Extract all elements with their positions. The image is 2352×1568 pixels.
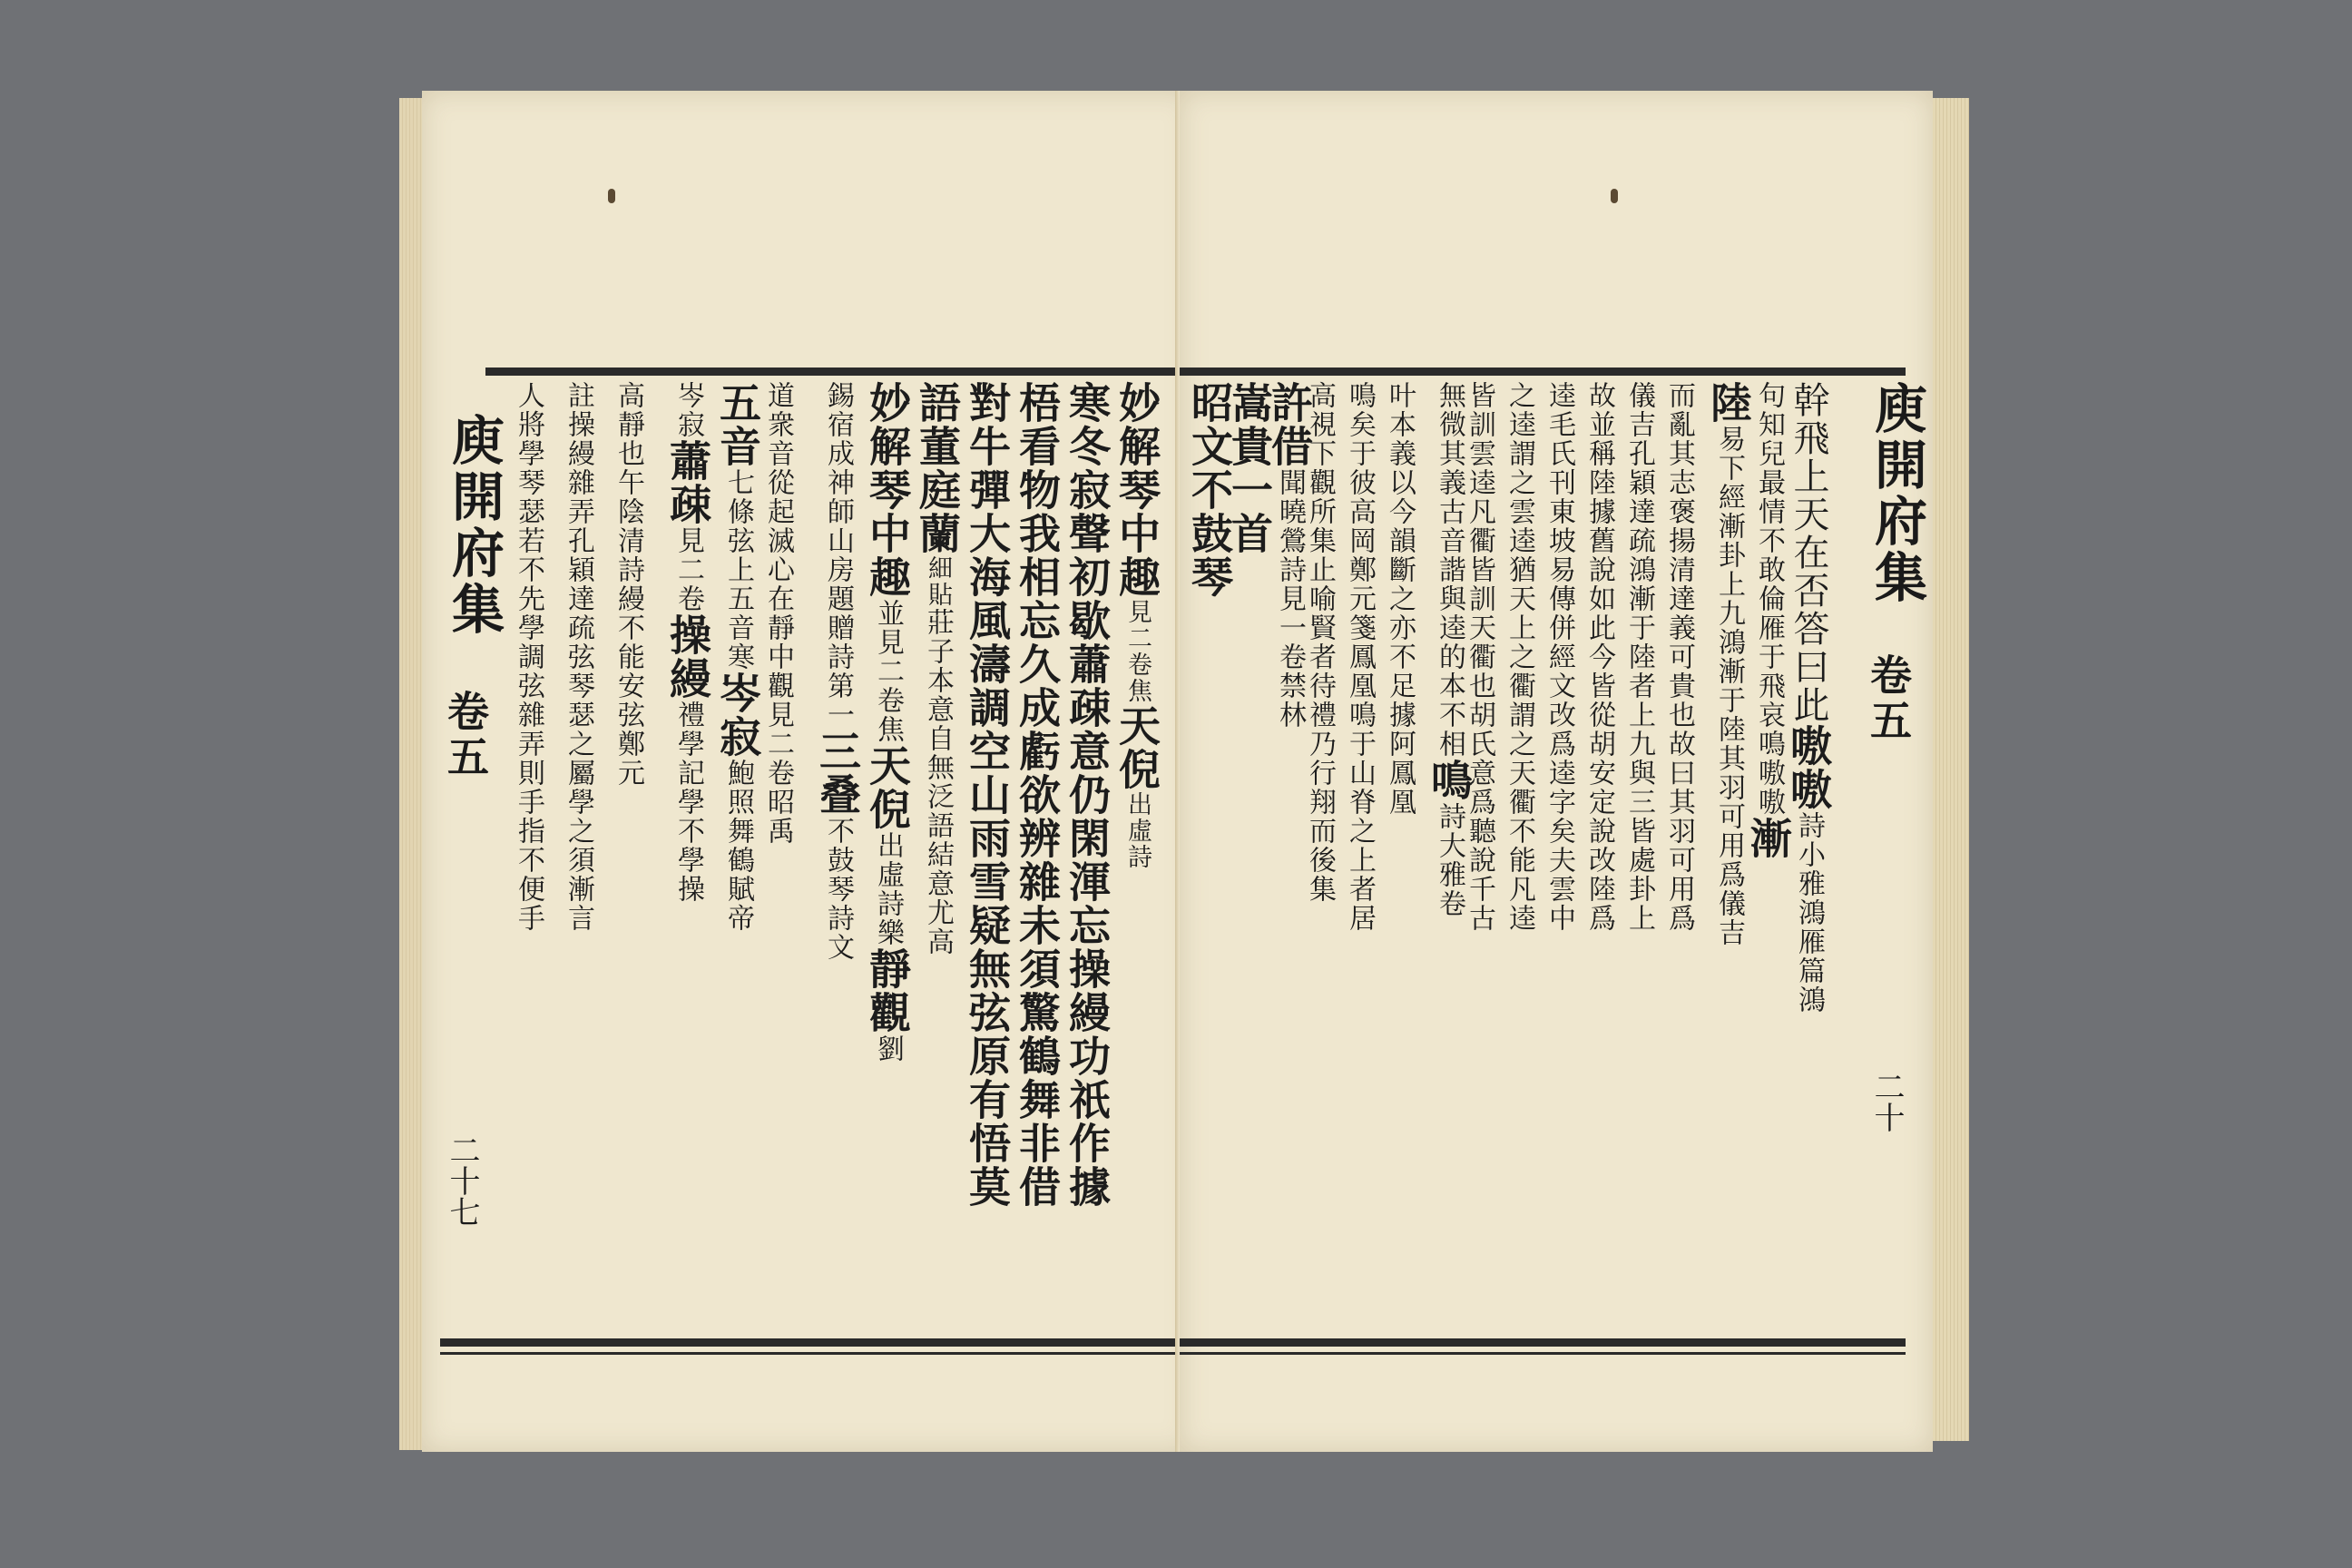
text-run: 原有悟 — [963, 1034, 1012, 1165]
text-run: 鳴 — [1425, 759, 1474, 802]
text-run: 靜觀 — [863, 947, 912, 1034]
text-run: 琴瑟之屬學之須漸言 — [563, 671, 594, 933]
text-run: 許借 — [1265, 381, 1314, 468]
text-run: 樂 — [872, 918, 904, 947]
text-column — [1339, 381, 1379, 1325]
text-column — [1619, 381, 1659, 1325]
text-run: 三叠 — [813, 730, 862, 817]
right-header-title: 庾開府集 — [1866, 381, 1927, 606]
text-run: 梧看物我 — [1013, 381, 1062, 555]
text-run: 昭文不鼓琴 — [1185, 381, 1234, 599]
text-run: 五音 — [713, 381, 762, 468]
text-run: 岑寂 — [713, 671, 762, 759]
text-run: 風濤調空山 — [963, 599, 1012, 817]
text-run: 見二卷 — [762, 701, 794, 788]
text-run: 而亂其志褒揚清達義可貴也故曰其羽可用爲 — [1663, 381, 1695, 933]
text-run: 嵩貴一首 — [1225, 381, 1274, 555]
text-run: 莫 — [963, 1165, 1012, 1209]
text-run: 蕭疎 — [663, 439, 712, 526]
text-run: 寒冬寂聲初歇 — [1063, 381, 1112, 642]
text-column — [558, 381, 598, 1325]
text-run: 叶本義以今韻斷之亦不足據 — [1384, 381, 1416, 730]
text-run: 道衆音從起滅心在靜中觀 — [762, 381, 794, 701]
text-run: 操縵 — [663, 613, 712, 701]
text-run: 儀吉孔穎達疏鴻漸于陸者上九與三皆處卦上 — [1623, 381, 1655, 933]
text-column — [1499, 381, 1539, 1325]
text-run: 孔穎達疏 — [563, 526, 594, 642]
right-frame-bottom-inner — [1180, 1352, 1906, 1355]
text-run: 見二卷 — [1123, 599, 1152, 678]
text-run: 午陰清詩 — [612, 468, 644, 584]
text-run: 雨雪 — [963, 817, 1012, 904]
text-run: 疑無弦 — [963, 904, 1012, 1034]
text-run: 雜 — [1013, 860, 1062, 904]
text-run: 詩大雅卷 — [1434, 802, 1465, 918]
text-column — [1539, 381, 1579, 1325]
left-header-title: 庾開府集 — [443, 413, 505, 638]
right-page-edges — [1933, 98, 1969, 1441]
text-run: 易 — [1713, 425, 1745, 454]
left-frame-bottom — [440, 1338, 1193, 1347]
text-run: 帝 — [722, 904, 754, 933]
text-run: 禁林 — [1274, 671, 1306, 730]
text-run: 幹飛上天在否答曰此 — [1788, 381, 1829, 724]
text-column — [1699, 381, 1759, 1325]
text-run: 對牛彈大海 — [963, 381, 1012, 599]
text-run: 出虛詩 — [1123, 791, 1152, 870]
text-run: 岑寂 — [672, 381, 704, 439]
text-run: 鮑照舞鶴賦 — [722, 759, 754, 904]
left-frame-bottom-inner — [440, 1352, 1193, 1355]
left-header-volume: 卷五 — [441, 690, 490, 780]
text-run: 註操縵雜弄 — [563, 381, 594, 526]
text-run: 雁于飛哀鳴嗷嗷 — [1753, 613, 1785, 817]
text-run: 見一卷 — [1274, 584, 1306, 671]
text-run: 功 — [1063, 1034, 1112, 1078]
right-page — [1180, 91, 1933, 1452]
text-run: 鴻 — [1793, 985, 1825, 1014]
text-run: 昭 — [762, 788, 794, 817]
text-run: 見二卷 — [672, 526, 704, 613]
text-run: 之逵謂之雲逵猶天上之衢謂之天衢不能凡逵 — [1504, 381, 1535, 933]
text-run: 天倪 — [863, 744, 912, 831]
text-run: 成虧欲辨 — [1013, 686, 1062, 860]
text-run: 嗷嗷 — [1784, 724, 1833, 811]
text-run: 莊子本意自 — [922, 608, 954, 753]
text-run: 妙解琴中趣 — [863, 381, 912, 599]
text-run: 蕭疎意仍閑 — [1063, 642, 1112, 860]
text-run: 並見二卷焦 — [872, 599, 904, 744]
text-run: 逵毛氏刊東坡易傳併經文改爲逵字矣夫雲中 — [1544, 381, 1575, 933]
text-run: 高視下觀所集止喻賢者待禮乃行翔而後集 — [1304, 381, 1336, 904]
text-run: 鳳凰 — [1384, 759, 1416, 817]
right-frame-bottom — [1180, 1338, 1906, 1347]
text-run: 高靜也 — [612, 381, 644, 468]
left-folio: 二十七 — [444, 1134, 480, 1227]
binding-hole — [1611, 189, 1618, 203]
text-run: 皆訓雲逵凡衢皆訓天衢也胡氏意爲聽說千古 — [1464, 381, 1495, 933]
text-run: 文 — [822, 933, 854, 962]
text-column — [508, 381, 548, 1325]
text-column — [1419, 381, 1479, 1325]
text-run: 語董庭蘭 — [913, 381, 962, 555]
text-run: 天倪 — [1112, 704, 1161, 791]
text-run: 禹 — [762, 817, 794, 846]
left-frame-top — [485, 368, 1193, 376]
text-run: 鄭元 — [612, 730, 644, 788]
right-folio: 二十 — [1868, 1071, 1905, 1132]
right-header-volume: 卷五 — [1864, 653, 1913, 744]
text-run: 妙解琴中趣 — [1112, 381, 1161, 599]
text-run: 漸 — [1744, 817, 1793, 860]
text-run: 聞曉鶯詩 — [1274, 468, 1306, 584]
open-book — [399, 91, 1969, 1461]
binding-hole — [608, 189, 615, 203]
text-column — [1659, 381, 1699, 1325]
text-column — [1379, 381, 1419, 1325]
text-column — [1579, 381, 1619, 1325]
text-run: 禮學記學不學操 — [672, 701, 704, 904]
text-run: 鳴矣于彼高岡鄭元箋鳳凰鳴于山脊之上者居 — [1344, 381, 1376, 933]
text-run: 出虛詩 — [872, 831, 904, 918]
text-run: 相忘久 — [1013, 555, 1062, 686]
text-run: 未須驚鶴舞 — [1013, 904, 1062, 1122]
text-run: 詩小雅鴻雁篇 — [1793, 811, 1825, 985]
text-run: 細貼 — [924, 555, 952, 608]
text-run: 故並稱陸據舊說如此今皆從胡安定說改陸爲 — [1583, 381, 1615, 933]
text-run: 無泛語結意尤高 — [922, 753, 954, 956]
text-run: 句知兒最情不敢倫 — [1753, 381, 1785, 613]
text-column — [808, 381, 867, 1325]
text-run: 阿 — [1384, 730, 1416, 759]
text-run: 七條弦上五音寒 — [722, 468, 754, 671]
text-run: 渾忘操縵 — [1063, 860, 1112, 1034]
text-run: 縵不能安弦 — [612, 584, 644, 730]
left-page — [422, 91, 1196, 1452]
text-column — [1180, 381, 1240, 1325]
text-run: 人將學琴瑟若不先學調弦雜弄則手指不便手 — [513, 381, 544, 933]
text-run: 祇作據 — [1063, 1078, 1112, 1209]
text-run: 焦 — [1123, 678, 1152, 704]
text-run: 錫宿成神師山房題贈詩第一 — [822, 381, 854, 730]
text-run: 下經漸卦上九鴻漸于陸其羽可用爲儀吉 — [1713, 454, 1745, 947]
text-column — [608, 381, 648, 1325]
text-run: 無微其義古音諧與逵的本不相 — [1434, 381, 1465, 759]
text-run: 非借 — [1013, 1122, 1062, 1209]
right-frame-top — [1180, 368, 1906, 376]
text-run: 弦 — [563, 642, 594, 671]
text-column — [658, 381, 718, 1325]
text-run: 不鼓琴詩 — [822, 817, 854, 933]
text-run: 陸 — [1704, 381, 1753, 425]
text-run: 劉 — [872, 1034, 904, 1063]
